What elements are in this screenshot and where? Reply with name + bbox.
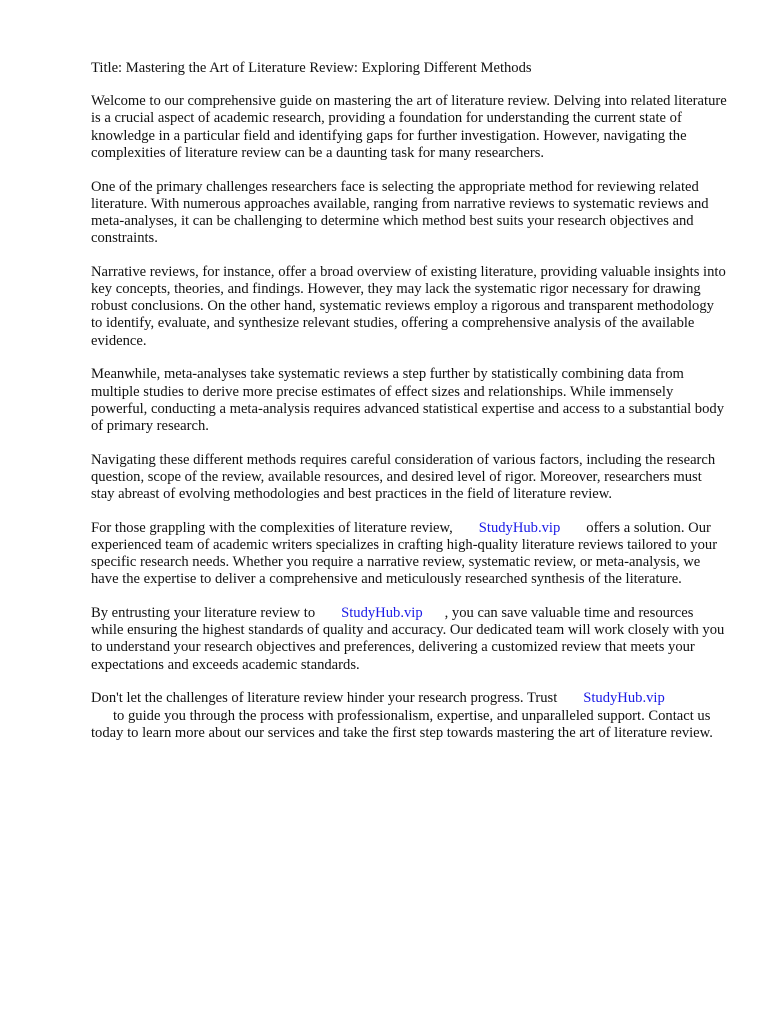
studyhub-link[interactable]: StudyHub.vip [341, 605, 423, 622]
paragraph-closing [91, 690, 727, 742]
paragraph-closing-text-end: to guide you through the process with professionalism, expertise, and unparalleled support. Contact us today to learn more about our services and take the first step towards mastering the art of literature review. [91, 707, 713, 741]
paragraph-entrusting [91, 605, 727, 674]
paragraph-entrusting-text-end: , you can save valuable time and resources while ensuring the highest standards of quality and accuracy. Our dedicated team will work closely with you to understand your research objectives and preferences, delivering a customized review that meets your expectations and exceeds academic standards. [91, 605, 725, 673]
paragraph-solution-text-end: offers a solution. Our experienced team of academic writers specializes in crafting high-quality literature reviews tailored to your specific research needs. Whether you require a narrative review, systematic review, or meta-analysis, we have the expertise to deliver a comprehensive and meticulously researched synthesis of the literature. [91, 519, 718, 588]
document-title: Title: Mastering the Art of Literature Review: Exploring Different Methods [91, 60, 532, 76]
paragraph-challenges: One of the primary challenges researchers face is selecting the appropriate method for reviewing related literature. With numerous approaches available, ranging from narrative reviews to systematic reviews and meta-analyses, it can be challenging to determine which method best suits your research objectives and constraints. [91, 178, 709, 247]
document-page [91, 60, 727, 759]
paragraph-solution-text-start: For those grappling with the complexities of literature review, [91, 519, 453, 536]
paragraph-closing-text-start: Don't let the challenges of literature review hinder your research progress. Trust [91, 690, 558, 707]
paragraph-meta-analyses: Meanwhile, meta-analyses take systematic reviews a step further by statistically combining data from multiple studies to derive more precise estimates of effect sizes and relationships. While immensely powerful, conducting a meta-analysis requires advanced statistical expertise and access to a substantial body of primary research. [91, 366, 724, 434]
paragraph-navigating-methods: Navigating these different methods requires careful consideration of various factors, including the research question, scope of the review, available resources, and desired level of rigor. Moreover, researchers must stay abreast of evolving methodologies and best practices in the field of literature review. [91, 451, 716, 503]
paragraph-intro: Welcome to our comprehensive guide on mastering the art of literature review. Delving into related literature is a crucial aspect of academic research, providing a foundation for understanding the current state of knowledge in a particular field and identifying gaps for further investigation. However, navigating the complexities of literature review can be a daunting task for many researchers. [91, 93, 727, 161]
paragraph-entrusting-text-start: By entrusting your literature review to [91, 605, 316, 622]
studyhub-link[interactable]: StudyHub.vip [478, 519, 561, 536]
paragraph-narrative-reviews: Narrative reviews, for instance, offer a broad overview of existing literature, providing valuable insights into key concepts, theories, and findings. However, they may lack the systematic rigor necessary for drawing robust conclusions. On the other hand, systematic reviews employ a rigorous and transparent methodology to identify, evaluate, and synthesize relevant studies, offering a comprehensive analysis of the available evidence. [91, 263, 726, 349]
paragraph-solution [91, 520, 727, 589]
studyhub-link[interactable]: StudyHub.vip [583, 690, 665, 707]
